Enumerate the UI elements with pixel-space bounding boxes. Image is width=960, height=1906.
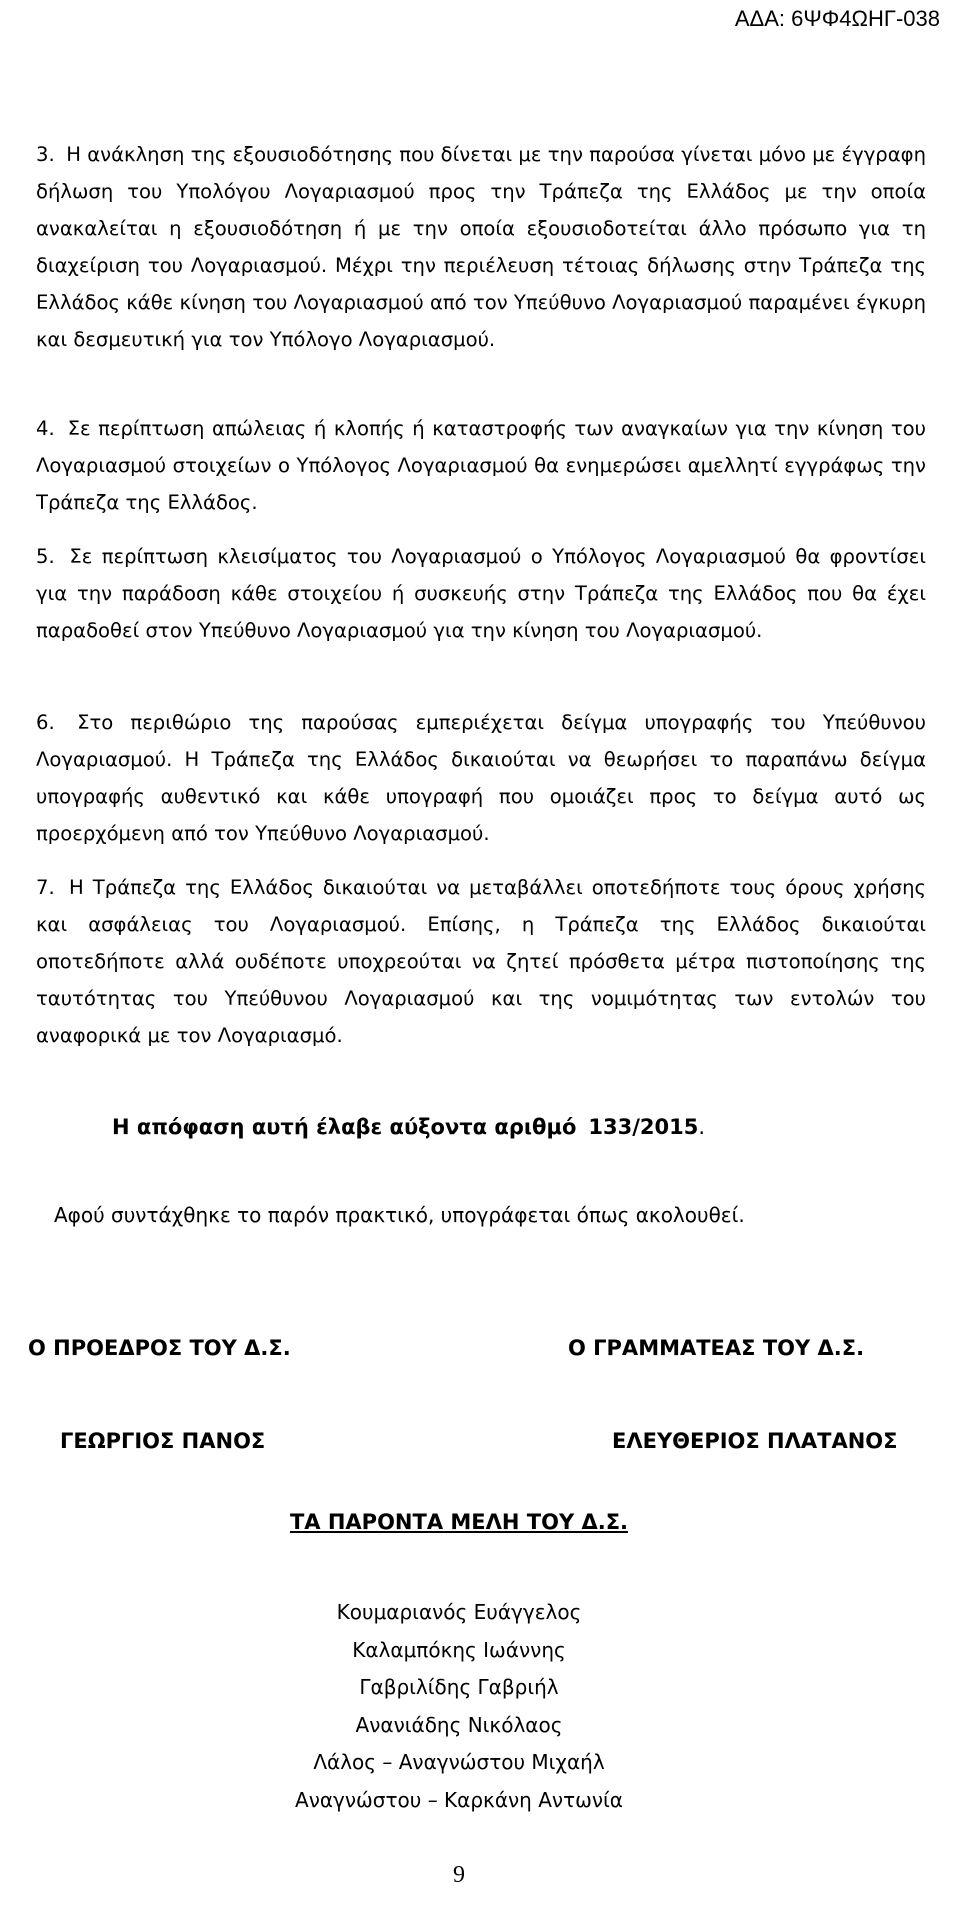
paragraph-text: Η ανάκληση της εξουσιοδότησης που δίνεται με την παρούσα γίνεται μόνο με έγγραφη δήλωση του Υπολόγου Λογαριασμού προς την Τράπεζα της Ελλάδος με την οποία ανακαλείται η εξουσιοδότηση ή με την οποία εξουσιοδοτείται άλλο πρόσωπο για τη διαχείριση του Λογαριασμού. Μέχρι την περιέλευση τέτοιας δήλωσης στην Τράπεζα της Ελλάδος κάθε κίνηση του Λογαριασμού από τον Υπεύθυνο Λογαριασμού παραμένει έγκυρη και δεσμευτική για τον Υπόλογο Λογαριασμού. bbox=[36, 143, 927, 351]
paragraph-3 bbox=[36, 136, 926, 358]
page-number: 9 bbox=[453, 1862, 465, 1888]
secretary-name: ΕΛΕΥΘΕΡΙΟΣ ΠΛΑΤΑΝΟΣ bbox=[612, 1429, 898, 1453]
ada-identifier: ΑΔΑ: 6ΨΦ4ΩΗΓ-038 bbox=[734, 6, 940, 31]
member-name: Αναγνώστου – Καρκάνη Αντωνία bbox=[295, 1787, 623, 1812]
paragraph-number: 5. bbox=[36, 545, 55, 568]
paragraph-text: Στο περιθώριο της παρούσας εμπεριέχεται δείγμα υπογραφής του Υπεύθυνου Λογαριασμού. Η Τράπεζα της Ελλάδος δικαιούται να θεωρήσει το παραπάνω δείγμα υπογραφής αυθεντικό και κάθε υπογραφή που ομοιάζει προς το δείγμα αυτό ως προερχόμενη από τον Υπεύθυνο Λογαριασμού. bbox=[36, 711, 926, 845]
president-title: Ο ΠΡΟΕΔΡΟΣ ΤΟΥ Δ.Σ. bbox=[28, 1336, 291, 1360]
paragraph-number: 7. bbox=[36, 876, 55, 899]
member-name: Καλαμπόκης Ιωάννης bbox=[352, 1637, 566, 1662]
paragraph-6 bbox=[36, 704, 926, 852]
member-name: Κουμαριανός Ευάγγελος bbox=[336, 1600, 582, 1624]
members-list bbox=[0, 1594, 918, 1820]
paragraph-7 bbox=[36, 869, 926, 1054]
paragraph-text: Σε περίπτωση απώλειας ή κλοπής ή καταστροφής των αναγκαίων για την κίνηση του Λογαριασμού στοιχείων ο Υπόλογος Λογαριασμού θα ενημερώσει αμελλητί εγγράφως την Τράπεζα της Ελλάδος. bbox=[36, 417, 926, 514]
member-name: Γαβριλίδης Γαβριήλ bbox=[359, 1675, 559, 1700]
paragraph-4 bbox=[36, 410, 926, 521]
paragraph-number: 6. bbox=[36, 711, 55, 734]
decision-period: . bbox=[698, 1115, 706, 1139]
paragraph-text: Σε περίπτωση κλεισίματος του Λογαριασμού ο Υπόλογος Λογαριασμού θα φροντίσει για την παράδοση κάθε στοιχείου ή συσκευής στην Τράπεζα της Ελλάδος που θα έχει παραδοθεί στον Υπεύθυνο Λογαριασμού για την κίνηση του Λογαριασμού. bbox=[36, 545, 926, 642]
closing-statement: Αφού συντάχθηκε το παρόν πρακτικό, υπογράφεται όπως ακολουθεί. bbox=[54, 1203, 745, 1227]
decision-statement bbox=[112, 1115, 705, 1139]
president-name: ΓΕΩΡΓΙΟΣ ΠΑΝΟΣ bbox=[60, 1429, 266, 1453]
paragraph-number: 3. bbox=[36, 143, 55, 166]
secretary-title: Ο ΓΡΑΜΜΑΤΕΑΣ ΤΟΥ Δ.Σ. bbox=[568, 1336, 865, 1360]
member-name: Λάλος – Αναγνώστου Μιχαήλ bbox=[313, 1750, 605, 1775]
members-title: ΤΑ ΠΑΡΟΝΤΑ ΜΕΛΗ ΤΟΥ Δ.Σ. bbox=[289, 1510, 629, 1534]
decision-label: Η απόφαση αυτή έλαβε αύξοντα αριθμό bbox=[112, 1115, 577, 1139]
paragraph-text: Η Τράπεζα της Ελλάδος δικαιούται να μεταβάλλει οποτεδήποτε τους όρους χρήσης και ασφάλειας του Λογαριασμού. Επίσης, η Τράπεζα της Ελλάδος δικαιούται οποτεδήποτε αλλά ουδέποτε υποχρεούται να ζητεί πρόσθετα μέτρα πιστοποίησης της ταυτότητας του Υπεύθυνου Λογαριασμού και της νομιμότητας των εντολών του αναφορικά με τον Λογαριασμό. bbox=[36, 876, 926, 1047]
paragraph-number: 4. bbox=[36, 417, 55, 440]
decision-number: 133/2015 bbox=[588, 1115, 699, 1139]
paragraph-5 bbox=[36, 538, 926, 649]
member-name: Ανανιάδης Νικόλαος bbox=[355, 1712, 563, 1737]
